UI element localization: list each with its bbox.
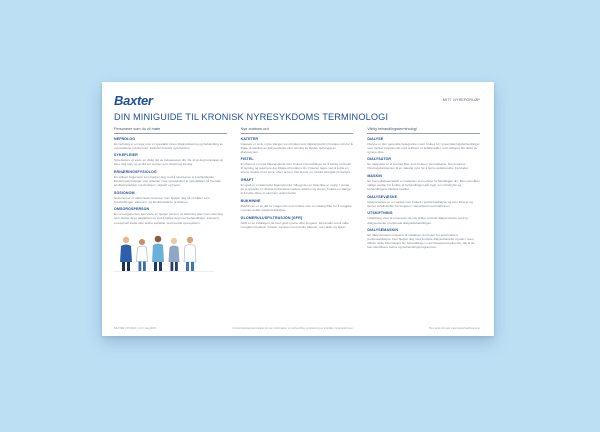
term-description: En graft er et alternativt tilgangspunkt i tillegg der en fistel ikke er mulig. I stedet for å opprette en direkte forbindelse mellom arterien og venen, brukes en slange til å koble disse to sammen under huden. xyxy=(240,183,351,196)
person-figure-2 xyxy=(137,239,148,271)
term-item xyxy=(114,153,227,166)
term-item xyxy=(241,178,354,195)
care-team-illustration xyxy=(114,230,214,272)
column-treatment xyxy=(367,127,480,277)
footer-middle: Innhold ikkehøydeproduktet for mer informasjon om behandling og tilordning av kroniske nyresykdommer. xyxy=(232,327,354,330)
term-name: KATETER xyxy=(240,136,259,141)
person-figure-3 xyxy=(152,236,164,271)
term-description: En hemodialysemaskin er maskinen som utfører behandlingen din. Den overvåker viktige verdier for å sikre at behandlingen går trygt, som blodtrykk og behandlingens kliniske kvalitet. xyxy=(367,178,480,192)
term-item xyxy=(114,191,227,204)
term-name: DIALYSATOR xyxy=(367,157,392,162)
term-name: ERNÆRINGSFYSIOLOG xyxy=(114,169,157,174)
term-description: En stilisert fagperson som hjelper deg med å strukturere et kostholdsplan. Ernæringsfysiologer som arbeider med nyresykdom er spesialister på hvordan kosthold påvirker nyrefunksjon, skjelett og hjerte. xyxy=(114,174,222,188)
term-name: UTSKIFTNING xyxy=(367,211,393,216)
footer-left: BAXTER | 07/2023 | v1.0 | Aug 2023 xyxy=(114,327,156,330)
page-title: DIN MINIGUIDE TIL KRONISK NYRESYKDOMS TERMINOLOGI xyxy=(114,112,389,122)
term-description: En dialysemaskin refererer til maskinen du bruker for automatisert peritonealdialyse. Den hjelper deg med å utføre dialysebekrefte og kan i noen tilfeller dette informasjon om behandlingen med helsepersonellet ditt, slik at de kan identifisere behov og behandlingsprogrammer. xyxy=(367,233,475,250)
term-name: DIALYSEVÆSKE xyxy=(367,194,398,199)
term-description: Dialyse er den generelle betegnelsen som brukes for nyreerstatningsbehandlinger som hjelper kroppen din med å filtrere ut avfallsstoffer, som tidligere ble utført av nyrene dine. xyxy=(367,141,480,154)
term-description: Katetere er små, myke slanger som brukes som tilgangspunkt til kroppen din for å tillate utveksling av dialysevæske eller rensing av blodet, avhengig av dialysetypen. xyxy=(240,141,353,154)
term-name: NEFROLOG xyxy=(114,136,136,141)
term-description: Sosionomer er utdannede ressurser som hjelper deg på områder som boutfordringer, økonomi, og familierelaterte problemer. xyxy=(114,195,210,204)
term-name: GRAFT xyxy=(240,178,254,183)
term-name: GLOMERULUSFILTRASJON [GFR] xyxy=(240,215,303,220)
term-item xyxy=(367,211,480,224)
term-description: GFR er en indikasjon på hvor godt nyrene dine fungerer. Det ansås ved å måle mengden kreatinin i blodet, sammen med andre faktorer, som alder og kjønn. xyxy=(240,220,349,229)
document-sheet xyxy=(102,82,494,336)
term-name: BUKHINNE xyxy=(240,198,261,203)
term-name: DIALYSE xyxy=(367,136,384,141)
term-name: SOSIONOM xyxy=(114,190,135,195)
term-item xyxy=(241,199,354,212)
term-item xyxy=(241,137,354,154)
term-description: En dialysator er et kunstig filter som brukes i hemodialyse. Den kopierer filtreringsfunksjonen til en naturlig nyre for å fjerne avfallsstoffer fra blodet. xyxy=(367,162,469,171)
term-item xyxy=(114,207,227,224)
term-item xyxy=(241,216,354,229)
column-heading: Nye anatomi-ord xyxy=(241,127,354,134)
term-description: En fistel er en type tilgangspunkt som brukes i hemodialyse for å trekke ut blodet til rensing og returnere det tilbake til kroppen din. Fistelen lages ved å koble en arterie direkte til en vene, ofte i armen. Det krever en mindre kirurgisk prosedyre. xyxy=(240,162,352,175)
header-tag: MITT NYREFORLØP xyxy=(442,98,480,102)
term-description: En omsorgsperson kan være en hjelper person, et slektning eller noen nær deg som støtter deg i dagliglivet og ved å hjelpe deg med behandlinger, transport, emosjonell støtte eller andre aspekter ved kronisk nyresykdom. xyxy=(114,212,223,225)
term-item xyxy=(114,137,227,150)
column-heading: Personene som du vil møte xyxy=(114,127,227,134)
term-description: Dialysevæske er en væske som brukes i peritonealdialyse og som filtrerer og fjerner avfallsstoffer fra kroppen i samarbeid med bukhinnen. xyxy=(367,199,473,208)
header-bar xyxy=(114,93,480,107)
term-item xyxy=(114,170,227,187)
term-name: FISTEL xyxy=(240,157,254,162)
term-item xyxy=(367,174,480,191)
term-item xyxy=(367,157,480,170)
person-figure-5 xyxy=(184,237,196,271)
term-item xyxy=(367,137,480,154)
column-heading: Viktig behandlingsterminologi xyxy=(367,127,480,134)
term-description: En nefrolog er en lege som er spesialist innen diagnostisering og behandling av nyrerelaterte sykdommer, inkludert kronisk nyresykdom. xyxy=(114,141,223,150)
term-description: Bukhinnen er en del av magen din som brukes som et naturlig filter for å rengjøre nyrenes avfall i peritonealdialyse. xyxy=(240,203,352,212)
footer xyxy=(114,327,480,330)
term-name: SYKEPLEIER xyxy=(114,153,138,158)
term-item xyxy=(367,195,480,208)
term-name: OMSORGSPERSON xyxy=(114,207,150,212)
term-name: DIALYSEMASKIN xyxy=(367,228,399,233)
term-description: Sykepleiere vil være en viktig del av helseteamet ditt. De vil gi deg kunnskap og lære deg opp, og gi råd om temaer som livsstil og trening. xyxy=(114,158,224,167)
person-figure-1 xyxy=(120,237,132,271)
term-description: Utskiftning viser til prosessen der du skifter ut brukt dialysevæske med ny dialysevæske i peritoneal dialysebehandlingen. xyxy=(367,216,468,225)
columns-container xyxy=(114,127,480,277)
column-people xyxy=(114,127,227,277)
term-item xyxy=(367,228,480,249)
term-name: MASKIN xyxy=(367,173,383,178)
person-figure-4 xyxy=(169,238,180,271)
footer-right: Bes tal at vår side www.baxterhealthcare.no xyxy=(429,327,480,330)
brand-logo: Baxter xyxy=(114,92,153,108)
column-anatomy xyxy=(241,127,354,277)
term-item xyxy=(241,157,354,174)
